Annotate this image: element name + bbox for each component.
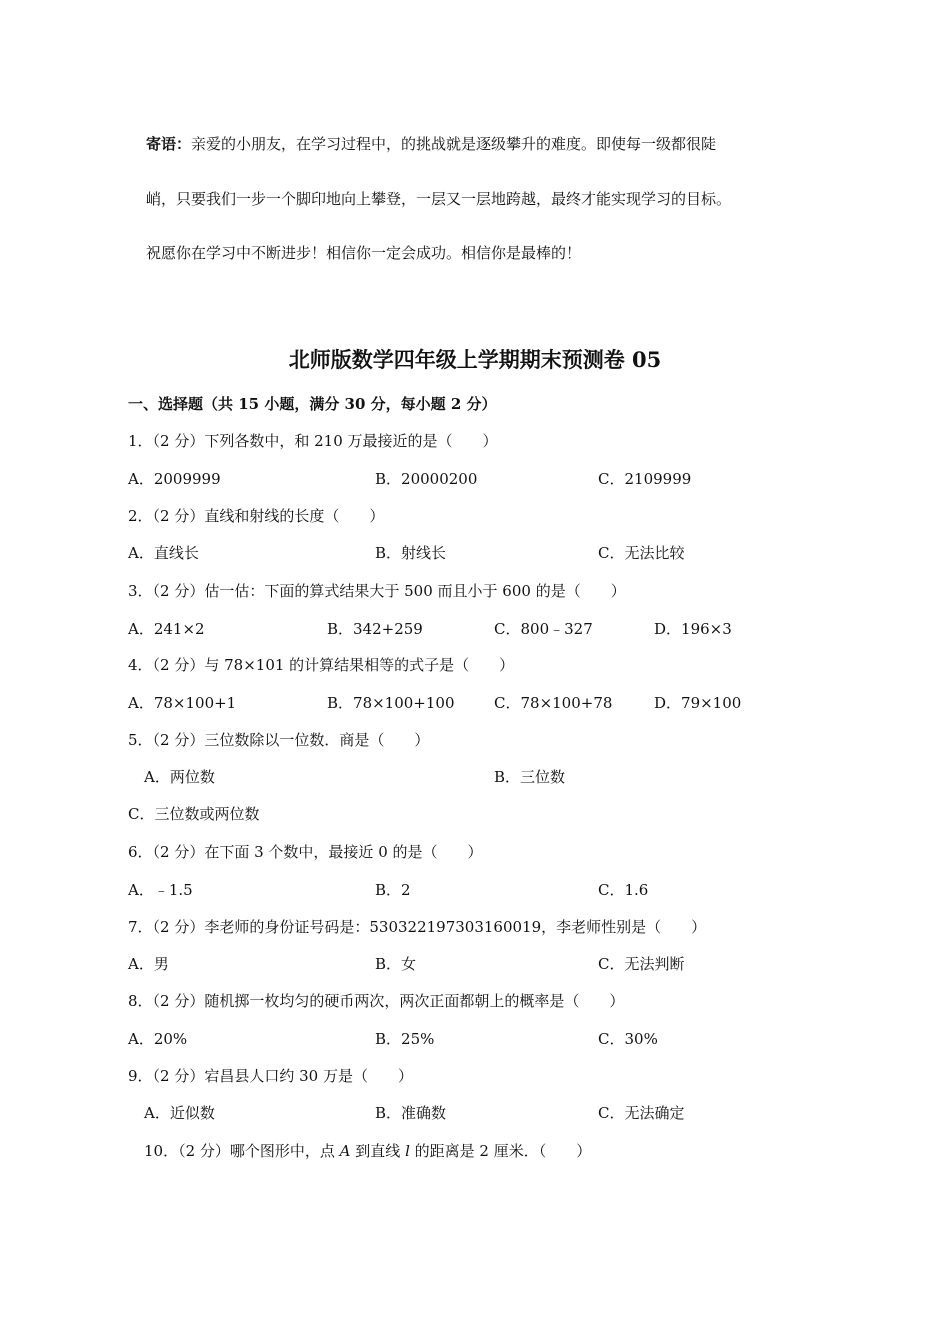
question-2-stem: 2．（2 分）直线和射线的长度（ ） (128, 507, 385, 525)
intro-label: 寄语： (146, 135, 192, 153)
question-1-option-c: C．2109999 (598, 470, 692, 488)
question-10-stem-pre: 10．（2 分）哪个图形中，点 (144, 1142, 340, 1160)
question-2-option-b: B．射线长 (375, 544, 447, 562)
question-8-option-a: A．20% (128, 1030, 188, 1048)
question-3-option-b: B．342+259 (327, 620, 423, 638)
question-1-stem: 1．（2 分）下列各数中，和 210 万最接近的是（ ） (128, 432, 498, 450)
point-a-label: A (339, 1142, 351, 1160)
section-heading: 一、选择题（共 15 小题，满分 30 分，每小题 2 分） (128, 395, 497, 413)
question-7-stem: 7．（2 分）李老师的身份证号码是：530322197303160019，李老师性别是（ ） (128, 918, 707, 936)
question-8-stem: 8．（2 分）随机掷一枚均匀的硬币两次，两次正面都朝上的概率是（ ） (128, 992, 625, 1010)
question-2-option-c: C．无法比较 (598, 544, 685, 562)
intro-text-1: 亲爱的小朋友，在学习过程中，的挑战就是逐级攀升的难度。即使每一级都很陡 (191, 135, 717, 153)
question-7-option-a: A．男 (128, 955, 169, 973)
intro-line-1 (146, 133, 716, 154)
question-9-option-c: C．无法确定 (598, 1104, 685, 1122)
question-6-option-a: A．﹣1.5 (128, 881, 193, 899)
question-9-stem: 9．（2 分）宕昌县人口约 30 万是（ ） (128, 1067, 413, 1085)
question-9-option-b: B．准确数 (375, 1104, 447, 1122)
question-1-option-b: B．20000200 (375, 470, 478, 488)
question-6-option-c: C．1.6 (598, 881, 649, 899)
question-3-option-c: C．800﹣327 (494, 620, 593, 638)
question-9-option-a: A．近似数 (144, 1104, 215, 1122)
question-2-option-a: A．直线长 (128, 544, 199, 562)
question-3-option-a: A．241×2 (128, 620, 205, 638)
question-10-stem-mid: 到直线 (350, 1142, 406, 1160)
question-4-stem: 4．（2 分）与 78×101 的计算结果相等的式子是（ ） (128, 656, 515, 674)
question-4-option-a: A．78×100+1 (128, 694, 237, 712)
intro-line-2: 峭，只要我们一步一个脚印地向上攀登，一层又一层地跨越，最终才能实现学习的目标。 (146, 190, 732, 208)
question-10-stem (144, 1140, 591, 1161)
question-5-option-b: B．三位数 (494, 768, 566, 786)
line-l-label: l (405, 1142, 410, 1160)
question-8-option-b: B．25% (375, 1030, 435, 1048)
question-4-option-b: B．78×100+100 (327, 694, 455, 712)
question-6-stem: 6．（2 分）在下面 3 个数中，最接近 0 的是（ ） (128, 843, 483, 861)
question-5-option-c: C．三位数或两位数 (128, 805, 260, 823)
question-3-stem: 3．（2 分）估一估：下面的算式结果大于 500 而且小于 600 的是（ ） (128, 582, 626, 600)
question-8-option-c: C．30% (598, 1030, 658, 1048)
question-7-option-b: B．女 (375, 955, 417, 973)
intro-line-3: 祝愿你在学习中不断进步！相信你一定会成功。相信你是最棒的！ (146, 244, 582, 262)
question-4-option-c: C．78×100+78 (494, 694, 613, 712)
question-5-stem: 5．（2 分）三位数除以一位数．商是（ ） (128, 731, 430, 749)
page-title: 北师版数学四年级上学期期末预测卷 05 (288, 347, 662, 372)
question-1-option-a: A．2009999 (128, 470, 221, 488)
question-6-option-b: B．2 (375, 881, 411, 899)
question-3-option-d: D．196×3 (654, 620, 732, 638)
question-7-option-c: C．无法判断 (598, 955, 685, 973)
question-10-stem-post: 的距离是 2 厘米．（ ） (409, 1142, 592, 1160)
question-5-option-a: A．两位数 (144, 768, 215, 786)
question-4-option-d: D．79×100 (654, 694, 742, 712)
